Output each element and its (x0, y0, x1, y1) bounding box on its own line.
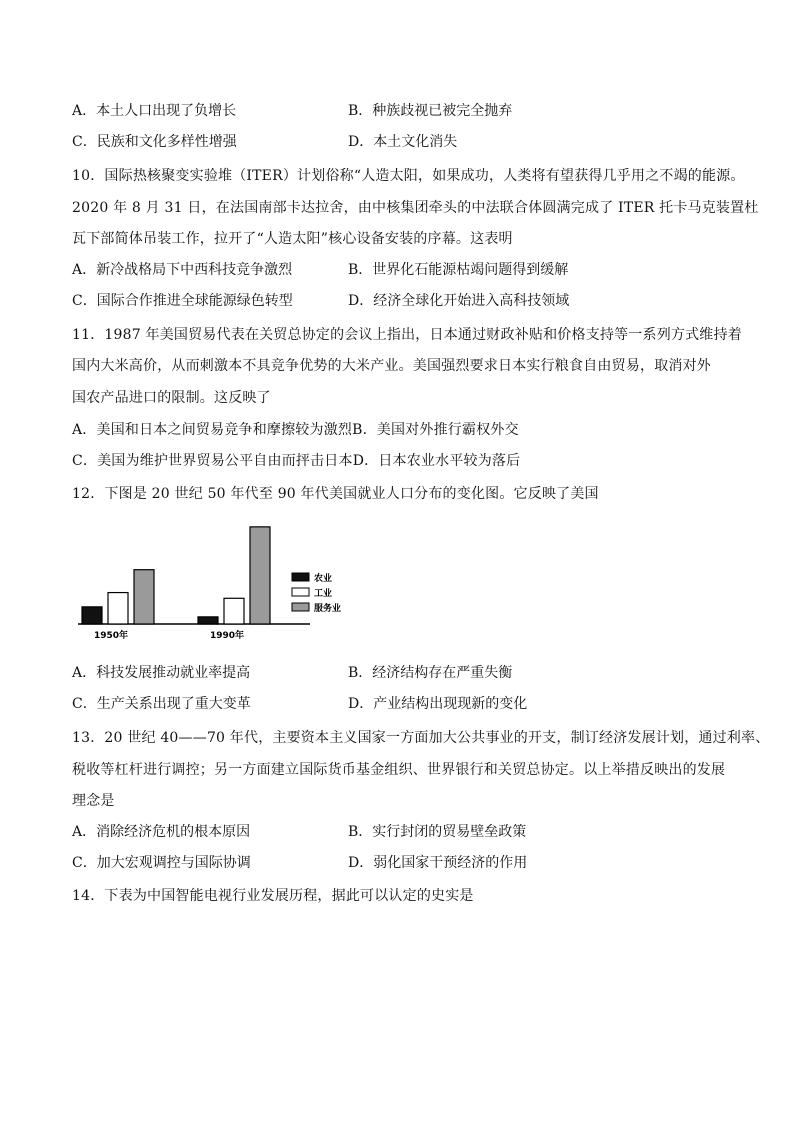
legend-swatch-industry (292, 588, 309, 596)
x-tick-label-1990: 1990年 (210, 631, 245, 641)
q13-stem-line-2: 税收等杠杆进行调控；另一方面建立国际货币基金组织、世界银行和关贸总协定。以上举措反映出的发展 (72, 762, 726, 778)
q13-stem-line-1: 13．20 世纪 40——70 年代，主要资本主义国家一方面加大公共事业的开支，制订经济发展计划，通过利率、 (72, 730, 770, 746)
q10-stem-line-3: 瓦下部简体吊装工作，拉开了“人造太阳”核心设备安装的序幕。这表明 (72, 231, 513, 247)
q11-options-line-1[interactable]: A．美国和日本之间贸易竞争和摩擦较为激烈B．美国对外推行霸权外交 (72, 422, 519, 438)
x-tick-label-1950: 1950年 (94, 631, 129, 641)
q9-option-d[interactable]: D．本土文化消失 (348, 134, 458, 150)
q9-option-c[interactable]: C．民族和文化多样性增强 (72, 134, 237, 150)
q13-stem-line-3: 理念是 (72, 793, 115, 809)
q12-option-c[interactable]: C．生产关系出现了重大变革 (72, 696, 251, 712)
bar-agriculture-1990 (198, 617, 218, 624)
legend-swatch-services (292, 603, 309, 611)
q10-options-row-2 (72, 291, 752, 311)
bar-industry-1950 (108, 593, 128, 624)
q11-stem-line-2: 国内大米高价，从而刺激本不具竞争优势的大米产业。美国强烈要求日本实行粮食自由贸易，取消对外 (72, 358, 711, 374)
q14-stem-line-1: 14．下表为中国智能电视行业发展历程，据此可以认定的史实是 (72, 888, 474, 904)
q10-option-d[interactable]: D．经济全球化开始进入高科技领域 (348, 293, 570, 309)
q10-options-row-1 (72, 260, 752, 280)
legend-swatch-agriculture (292, 573, 309, 581)
legend-label-agriculture: 农业 (314, 574, 333, 584)
legend-label-services: 服务业 (314, 604, 342, 614)
q10-option-a[interactable]: A．新冷战格局下中西科技竞争激烈 (72, 262, 293, 278)
bar-agriculture-1950 (82, 607, 102, 624)
q11-stem-line-3: 国农产品进口的限制。这反映了 (72, 390, 271, 406)
q11-options-line-2[interactable]: C．美国为维护世界贸易公平自由而抨击日本D．日本农业水平较为落后 (72, 453, 521, 469)
q10-stem-line-1: 10．国际热核聚变实验堆（ITER）计划俗称“人造太阳，如果成功，人类将有望获得几乎用之不竭的能源。 (72, 168, 745, 184)
q10-stem-line-2: 2020 年 8 月 31 日，在法国南部卡达拉舍，由中核集团牵头的中法联合体圆满完成了 ITER 托卡马克装置杜 (72, 200, 759, 216)
q9-option-b[interactable]: B．种族歧视已被完全抛弃 (348, 103, 513, 119)
q12-option-a[interactable]: A．科技发展推动就业率提高 (72, 665, 251, 681)
q9-options-row-1 (72, 101, 752, 121)
q13-option-a[interactable]: A．消除经济危机的根本原因 (72, 824, 251, 840)
q10-option-b[interactable]: B．世界化石能源枯竭问题得到缓解 (348, 262, 569, 278)
legend-label-industry: 工业 (314, 589, 333, 599)
q12-stem-line-1: 12．下图是 20 世纪 50 年代至 90 年代美国就业人口分布的变化图。它反映了美国 (72, 486, 599, 502)
q11-stem-line-1: 11．1987 年美国贸易代表在关贸总协定的会议上指出，日本通过财政补贴和价格支持等一系列方式维持着 (72, 327, 742, 343)
q12-option-b[interactable]: B．经济结构存在严重失衡 (348, 665, 513, 681)
q9-option-a[interactable]: A．本土人口出现了负增长 (72, 103, 237, 119)
q13-option-d[interactable]: D．弱化国家干预经济的作用 (348, 855, 528, 871)
q13-options-row-2 (72, 853, 752, 873)
q13-option-c[interactable]: C．加大宏观调控与国际协调 (72, 855, 251, 871)
q12-options-row-1 (72, 663, 752, 683)
bar-services-1950 (134, 570, 154, 624)
employment-bar-chart (70, 520, 370, 660)
q13-options-row-1 (72, 822, 752, 842)
q9-options-row-2 (72, 132, 752, 152)
bar-industry-1990 (224, 598, 244, 624)
q12-options-row-2 (72, 694, 752, 714)
q12-option-d[interactable]: D．产业结构出现现新的变化 (348, 696, 528, 712)
bar-services-1990 (250, 527, 270, 624)
q10-option-c[interactable]: C．国际合作推进全球能源绿色转型 (72, 293, 293, 309)
q13-option-b[interactable]: B．实行封闭的贸易壁垒政策 (348, 824, 527, 840)
